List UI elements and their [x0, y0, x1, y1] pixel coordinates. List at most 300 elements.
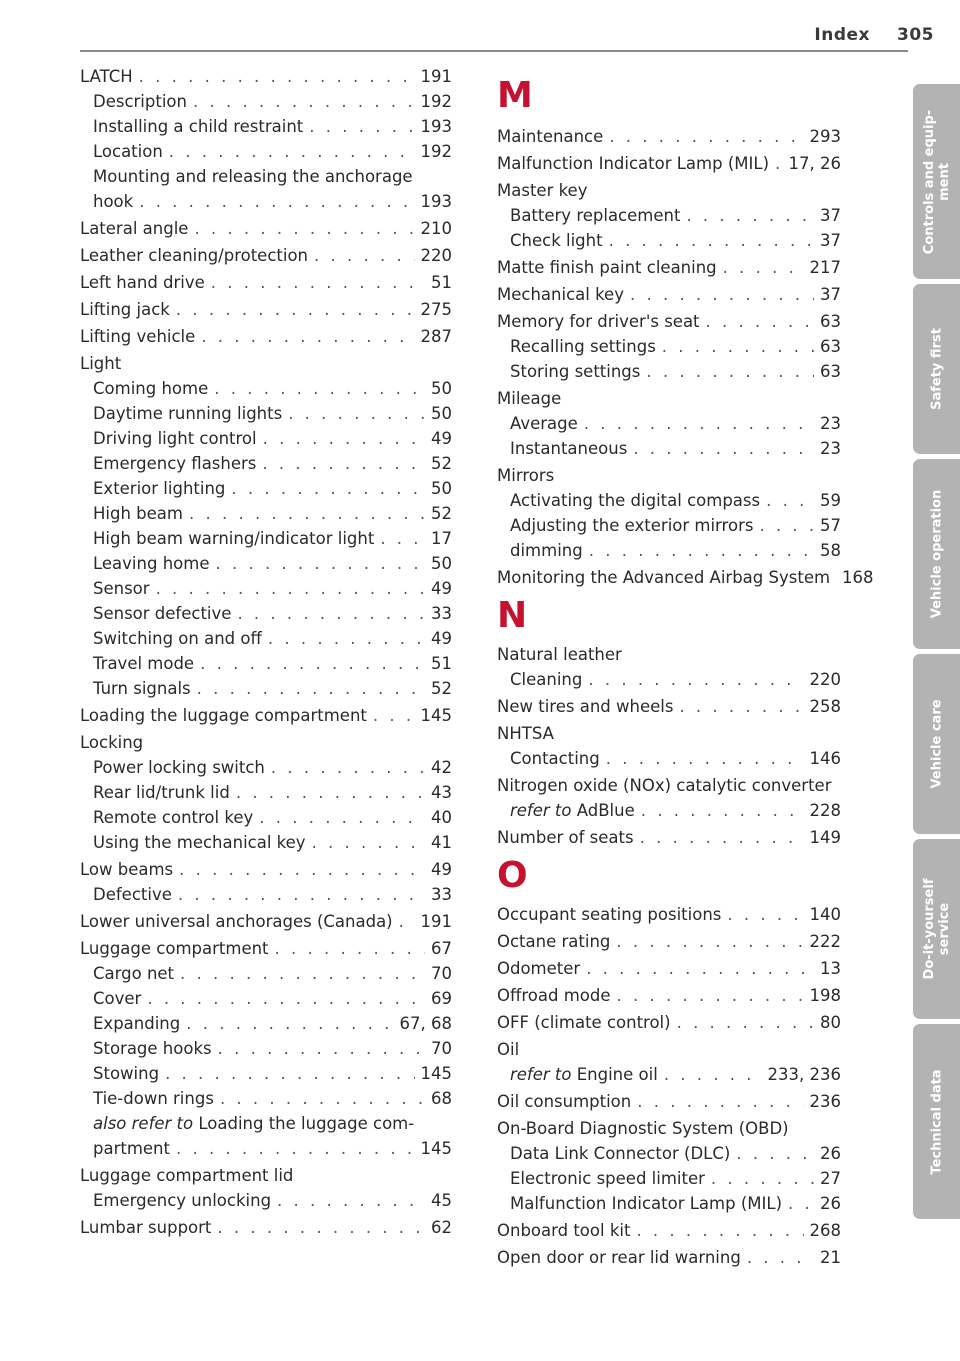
entry-label: Electronic speed limiter: [510, 1169, 705, 1188]
dot-leader: [588, 667, 803, 692]
cross-reference-text: also refer to: [93, 1114, 194, 1133]
entry-label: Activating the digital compass: [510, 491, 761, 510]
chapter-tab-label-line1: Vehicle operation: [929, 489, 944, 619]
entry-page-number: 49: [431, 629, 452, 648]
dot-leader: [637, 1089, 803, 1114]
entry-page-number: 41: [431, 833, 452, 852]
cross-reference-text: refer to: [510, 1065, 572, 1084]
index-subentry: [497, 228, 841, 253]
index-subentry: [497, 746, 841, 771]
chapter-tab[interactable]: [913, 839, 960, 1019]
index-subentry: [80, 626, 452, 651]
entry-label: Emergency unlocking: [93, 1191, 272, 1210]
index-subentry: [80, 1036, 452, 1061]
dot-leader: [178, 882, 425, 907]
entry-label: Maintenance: [497, 127, 604, 146]
index-entry: [80, 243, 452, 268]
index-entry: [497, 1218, 841, 1243]
entry-page-number: 26: [820, 1194, 841, 1213]
entry-page-number: 70: [431, 964, 452, 983]
index-subentry: [497, 488, 841, 513]
entry-label: Lower universal anchorages (Canada): [80, 912, 393, 931]
entry-label: Tie-down rings: [93, 1089, 214, 1108]
entry-page-number: 217: [809, 258, 841, 277]
dot-leader: [165, 1061, 414, 1086]
index-subentry: [80, 1011, 452, 1036]
index-entry: [497, 463, 841, 488]
index-column-right: [497, 62, 874, 1270]
entry-page-number: 233, 236: [767, 1065, 841, 1084]
entry-label: Remote control key: [93, 808, 254, 827]
dot-leader: [176, 297, 415, 322]
entry-label: Onboard tool kit: [497, 1221, 631, 1240]
dot-leader: [373, 703, 415, 728]
dot-leader: [609, 228, 814, 253]
entry-label: Daytime running lights: [93, 404, 283, 423]
entry-label: Driving light control: [93, 429, 257, 448]
entry-label: High beam warning/indicator light: [93, 529, 375, 548]
index-subentry: [497, 538, 841, 563]
index-entry: [497, 1089, 841, 1114]
index-entry: [497, 902, 841, 927]
dot-leader: [179, 857, 425, 882]
entry-label: Open door or rear lid warning: [497, 1248, 741, 1267]
entry-page-number: 146: [809, 749, 841, 768]
entry-label: dimming: [510, 541, 583, 560]
index-subentry: [80, 755, 452, 780]
index-subentry: [497, 203, 841, 228]
dot-leader: [237, 601, 425, 626]
entry-label: Nitrogen oxide (NOx) catalytic converter: [497, 776, 832, 795]
index-subentry: [80, 476, 452, 501]
page-header-title: Index: [814, 25, 870, 45]
entry-page-number: 140: [809, 905, 841, 924]
chapter-tab-label-line1: Safety first: [929, 328, 944, 410]
chapter-tab-label-line2: service: [936, 902, 952, 956]
entry-label: Storing settings: [510, 362, 641, 381]
dot-leader: [194, 216, 414, 241]
dot-leader: [706, 309, 814, 334]
entry-label: On-Board Diagnostic System (OBD): [497, 1119, 789, 1138]
entry-page-number: 27: [820, 1169, 841, 1188]
dot-leader: [633, 436, 814, 461]
dot-leader: [197, 676, 425, 701]
entry-label: Memory for driver's seat: [497, 312, 700, 331]
dot-leader: [679, 694, 803, 719]
entry-label: Occupant seating positions: [497, 905, 722, 924]
entry-label: partment: [93, 1139, 170, 1158]
entry-label: Light: [80, 354, 122, 373]
entry-page-number: 68: [431, 1089, 452, 1108]
entry-page-number: 220: [420, 246, 452, 265]
dot-leader: [399, 909, 415, 934]
entry-page-number: 192: [420, 92, 452, 111]
dot-leader: [641, 798, 804, 823]
entry-label: Matte finish paint cleaning: [497, 258, 717, 277]
entry-label: Adjusting the exterior mirrors: [510, 516, 754, 535]
entry-page-number: 45: [431, 1191, 452, 1210]
entry-page-number: 145: [420, 1064, 452, 1083]
dot-leader: [788, 1191, 814, 1216]
index-subentry: [80, 139, 452, 164]
entry-label: High beam: [93, 504, 183, 523]
index-subentry: [80, 780, 452, 805]
chapter-tab-label: [922, 879, 952, 980]
entry-label: Defective: [93, 885, 172, 904]
index-subentry: [497, 1062, 841, 1087]
entry-label: Offroad mode: [497, 986, 611, 1005]
index-subentry: [497, 334, 841, 359]
dot-leader: [640, 825, 804, 850]
dot-leader: [677, 1010, 814, 1035]
entry-page-number: 198: [809, 986, 841, 1005]
entry-page-number: 63: [820, 337, 841, 356]
entry-label: Natural leather: [497, 645, 622, 664]
index-subentry: [80, 401, 452, 426]
dot-leader: [200, 651, 425, 676]
chapter-tab-label: [929, 1069, 944, 1174]
index-subentry: [80, 676, 452, 701]
header-rule: [80, 50, 908, 52]
entry-label: Rear lid/trunk lid: [93, 783, 230, 802]
index-subentry: [80, 1061, 452, 1086]
index-subentry: [497, 1191, 841, 1216]
dot-leader: [766, 488, 814, 513]
entry-label: Storage hooks: [93, 1039, 212, 1058]
index-subentry: [80, 805, 452, 830]
index-subentry: [80, 189, 452, 214]
index-entry: [80, 1215, 452, 1240]
chapter-tab[interactable]: [913, 1024, 960, 1219]
entry-label: Luggage compartment: [80, 939, 269, 958]
section-letter-heading: N: [497, 595, 528, 636]
entry-page-number: 51: [431, 654, 452, 673]
entry-page-number: 52: [431, 504, 452, 523]
entry-label: Number of seats: [497, 828, 634, 847]
entry-page-number: 236: [809, 1092, 841, 1111]
entry-page-number: 63: [820, 362, 841, 381]
index-entry: [497, 178, 841, 203]
dot-leader: [288, 401, 425, 426]
dot-leader: [589, 538, 814, 563]
entry-page-number: 50: [431, 379, 452, 398]
index-subentry: [497, 436, 841, 461]
index-subentry: [80, 451, 452, 476]
index-entry: [497, 309, 841, 334]
entry-page-number: 21: [820, 1248, 841, 1267]
entry-page-number: 17, 26: [788, 154, 841, 173]
chapter-tab[interactable]: [913, 459, 960, 649]
dot-leader: [380, 526, 425, 551]
entry-page-number: 26: [820, 1144, 841, 1163]
dot-leader: [616, 929, 803, 954]
index-subentry: [80, 986, 452, 1011]
entry-page-number: 23: [820, 439, 841, 458]
index-entry: [497, 565, 874, 590]
entry-page-number: 42: [431, 758, 452, 777]
dot-leader: [268, 626, 425, 651]
chapter-tabs-sidebar: [913, 84, 960, 1224]
entry-page-number: 43: [431, 783, 452, 802]
entry-label: Malfunction Indicator Lamp (MIL): [510, 1194, 783, 1213]
entry-label: Sensor defective: [93, 604, 232, 623]
entry-label: Monitoring the Advanced Airbag System: [497, 568, 831, 587]
entry-label: [510, 1062, 658, 1087]
dot-leader: [211, 270, 425, 295]
entry-label: Oil: [497, 1040, 520, 1059]
entry-label: Installing a child restraint: [93, 117, 304, 136]
index-entry: [497, 1116, 841, 1141]
index-subentry: [497, 1166, 841, 1191]
section-letter-heading: M: [497, 75, 533, 116]
entry-page-number: 67, 68: [399, 1014, 452, 1033]
entry-page-number: 49: [431, 429, 452, 448]
entry-label: Exterior lighting: [93, 479, 226, 498]
entry-page-number: 145: [420, 1139, 452, 1158]
entry-label: Travel mode: [93, 654, 195, 673]
index-subentry: [80, 576, 452, 601]
index-entry: [497, 929, 841, 954]
entry-label: Loading the luggage compartment: [80, 706, 367, 725]
entry-label: Mirrors: [497, 466, 555, 485]
entry-page-number: 50: [431, 404, 452, 423]
dot-leader: [259, 805, 425, 830]
index-entry: [80, 297, 452, 322]
index-entry: [497, 386, 841, 411]
index-subentry: [80, 501, 452, 526]
index-column-left: [80, 62, 452, 1240]
entry-label: Leather cleaning/protection: [80, 246, 309, 265]
entry-page-number: 37: [820, 231, 841, 250]
entry-label: Low beams: [80, 860, 174, 879]
index-subentry: [80, 89, 452, 114]
entry-page-number: 67: [431, 939, 452, 958]
dot-leader: [747, 1245, 814, 1270]
index-subentry: [497, 798, 841, 823]
index-subentry: [80, 426, 452, 451]
entry-label: Luggage compartment lid: [80, 1166, 294, 1185]
entry-label: OFF (climate control): [497, 1013, 671, 1032]
index-subentry: [80, 1136, 452, 1161]
dot-leader: [686, 203, 814, 228]
entry-label: Lateral angle: [80, 219, 189, 238]
dot-leader: [646, 359, 814, 384]
page-number: 305: [897, 25, 934, 45]
chapter-tab[interactable]: [913, 654, 960, 834]
index-entry: [497, 282, 841, 307]
entry-label: Check light: [510, 231, 603, 250]
index-entry: [80, 1163, 452, 1188]
index-subentry: [80, 961, 452, 986]
index-entry: [497, 694, 841, 719]
entry-label: Data Link Connector (DLC): [510, 1144, 731, 1163]
dot-leader: [139, 64, 415, 89]
index-entry: [80, 909, 452, 934]
dot-leader: [586, 956, 814, 981]
dot-leader: [214, 376, 425, 401]
entry-label: Turn signals: [93, 679, 191, 698]
index-subentry: [80, 376, 452, 401]
entry-page-number: 62: [431, 1218, 452, 1237]
index-entry: [80, 703, 452, 728]
chapter-tab-label: [922, 109, 952, 253]
index-subentry: [80, 1111, 452, 1136]
index-entry: [80, 936, 452, 961]
entry-label: Cover: [93, 989, 142, 1008]
entry-label: Expanding: [93, 1014, 181, 1033]
entry-page-number: 149: [809, 828, 841, 847]
entry-page-number: 13: [820, 959, 841, 978]
chapter-tab-label-line1: Controls and equip-: [921, 109, 937, 254]
dot-leader: [215, 551, 425, 576]
entry-page-number: 33: [431, 604, 452, 623]
cross-reference-target: Loading the luggage com-: [193, 1114, 415, 1133]
chapter-tab[interactable]: [913, 84, 960, 279]
entry-page-number: 191: [420, 67, 452, 86]
index-entry: [80, 64, 452, 89]
entry-label: NHTSA: [497, 724, 554, 743]
dot-leader: [759, 513, 814, 538]
index-entry: [497, 1037, 841, 1062]
entry-label: Left hand drive: [80, 273, 205, 292]
index-entry: [497, 825, 841, 850]
dot-leader: [217, 1215, 425, 1240]
dot-leader: [314, 243, 414, 268]
dot-leader: [156, 576, 425, 601]
dot-leader: [617, 983, 804, 1008]
dot-leader: [263, 426, 425, 451]
entry-label: [93, 1111, 414, 1136]
index-subentry: [80, 164, 452, 189]
entry-page-number: 40: [431, 808, 452, 827]
entry-label: Mechanical key: [497, 285, 624, 304]
entry-page-number: 37: [820, 285, 841, 304]
index-subentry: [80, 830, 452, 855]
entry-page-number: 168: [842, 568, 874, 587]
index-entry: [497, 151, 841, 176]
entry-page-number: 70: [431, 1039, 452, 1058]
cross-reference-text: refer to: [510, 801, 572, 820]
entry-page-number: 191: [420, 912, 452, 931]
entry-label: Contacting: [510, 749, 600, 768]
entry-page-number: 193: [420, 117, 452, 136]
entry-label: Instantaneous: [510, 439, 628, 458]
entry-page-number: 268: [809, 1221, 841, 1240]
entry-label: Switching on and off: [93, 629, 262, 648]
entry-page-number: 49: [431, 860, 452, 879]
dot-leader: [630, 282, 814, 307]
chapter-tab-label-line1: Technical data: [929, 1068, 944, 1175]
entry-label: Leaving home: [93, 554, 210, 573]
index-subentry: [80, 651, 452, 676]
entry-label: Lifting jack: [80, 300, 170, 319]
entry-page-number: 23: [820, 414, 841, 433]
entry-page-number: 222: [809, 932, 841, 951]
index-entry: [80, 270, 452, 295]
index-entry: [80, 730, 452, 755]
index-subentry: [80, 1086, 452, 1111]
index-subentry: [497, 667, 841, 692]
dot-leader: [189, 501, 425, 526]
index-entry: [80, 324, 452, 349]
index-subentry: [80, 526, 452, 551]
index-entry: [497, 124, 841, 149]
dot-leader: [193, 89, 415, 114]
entry-label: Emergency flashers: [93, 454, 257, 473]
index-entry: [497, 721, 841, 746]
entry-label: Using the mechanical key: [93, 833, 306, 852]
index-subentry: [80, 601, 452, 626]
dot-leader: [609, 124, 803, 149]
dot-leader: [664, 1062, 762, 1087]
index-subentry: [80, 882, 452, 907]
chapter-tab-label-line1: Vehicle care: [929, 699, 944, 789]
entry-page-number: 287: [420, 327, 452, 346]
dot-leader: [169, 139, 415, 164]
entry-page-number: 293: [809, 127, 841, 146]
entry-label: Cargo net: [93, 964, 175, 983]
entry-label: [510, 798, 635, 823]
entry-label: New tires and wheels: [497, 697, 674, 716]
dot-leader: [218, 1036, 425, 1061]
entry-label: Coming home: [93, 379, 209, 398]
dot-leader: [271, 755, 425, 780]
dot-leader: [636, 1218, 803, 1243]
dot-leader: [727, 902, 803, 927]
dot-leader: [176, 1136, 415, 1161]
dot-leader: [606, 746, 804, 771]
dot-leader: [201, 324, 414, 349]
entry-page-number: 37: [820, 206, 841, 225]
entry-label: Location: [93, 142, 163, 161]
section-letter-heading: O: [497, 855, 528, 896]
entry-label: Sensor: [93, 579, 150, 598]
entry-page-number: 258: [809, 697, 841, 716]
entry-label: Locking: [80, 733, 144, 752]
dot-leader: [584, 411, 814, 436]
entry-label: hook: [93, 192, 134, 211]
entry-label: Battery replacement: [510, 206, 681, 225]
entry-label: Mileage: [497, 389, 562, 408]
entry-label: Lumbar support: [80, 1218, 212, 1237]
entry-label: Master key: [497, 181, 588, 200]
entry-page-number: 220: [809, 670, 841, 689]
entry-label: Power locking switch: [93, 758, 265, 777]
entry-page-number: 50: [431, 554, 452, 573]
entry-label: Octane rating: [497, 932, 611, 951]
index-subentry: [497, 513, 841, 538]
entry-label: LATCH: [80, 67, 133, 86]
dot-leader: [277, 1188, 425, 1213]
index-entry: [497, 956, 841, 981]
chapter-tab-label: [929, 699, 944, 788]
index-entry: [80, 351, 452, 376]
entry-label: Lifting vehicle: [80, 327, 196, 346]
entry-label: Odometer: [497, 959, 581, 978]
entry-page-number: 51: [431, 273, 452, 292]
entry-page-number: 275: [420, 300, 452, 319]
chapter-tab[interactable]: [913, 284, 960, 454]
entry-page-number: 192: [420, 142, 452, 161]
dot-leader: [236, 780, 425, 805]
index-subentry: [497, 359, 841, 384]
index-entry: [497, 255, 841, 280]
dot-leader: [723, 255, 804, 280]
entry-label: Description: [93, 92, 187, 111]
entry-page-number: 210: [420, 219, 452, 238]
entry-label: Average: [510, 414, 578, 433]
entry-page-number: 58: [820, 541, 841, 560]
